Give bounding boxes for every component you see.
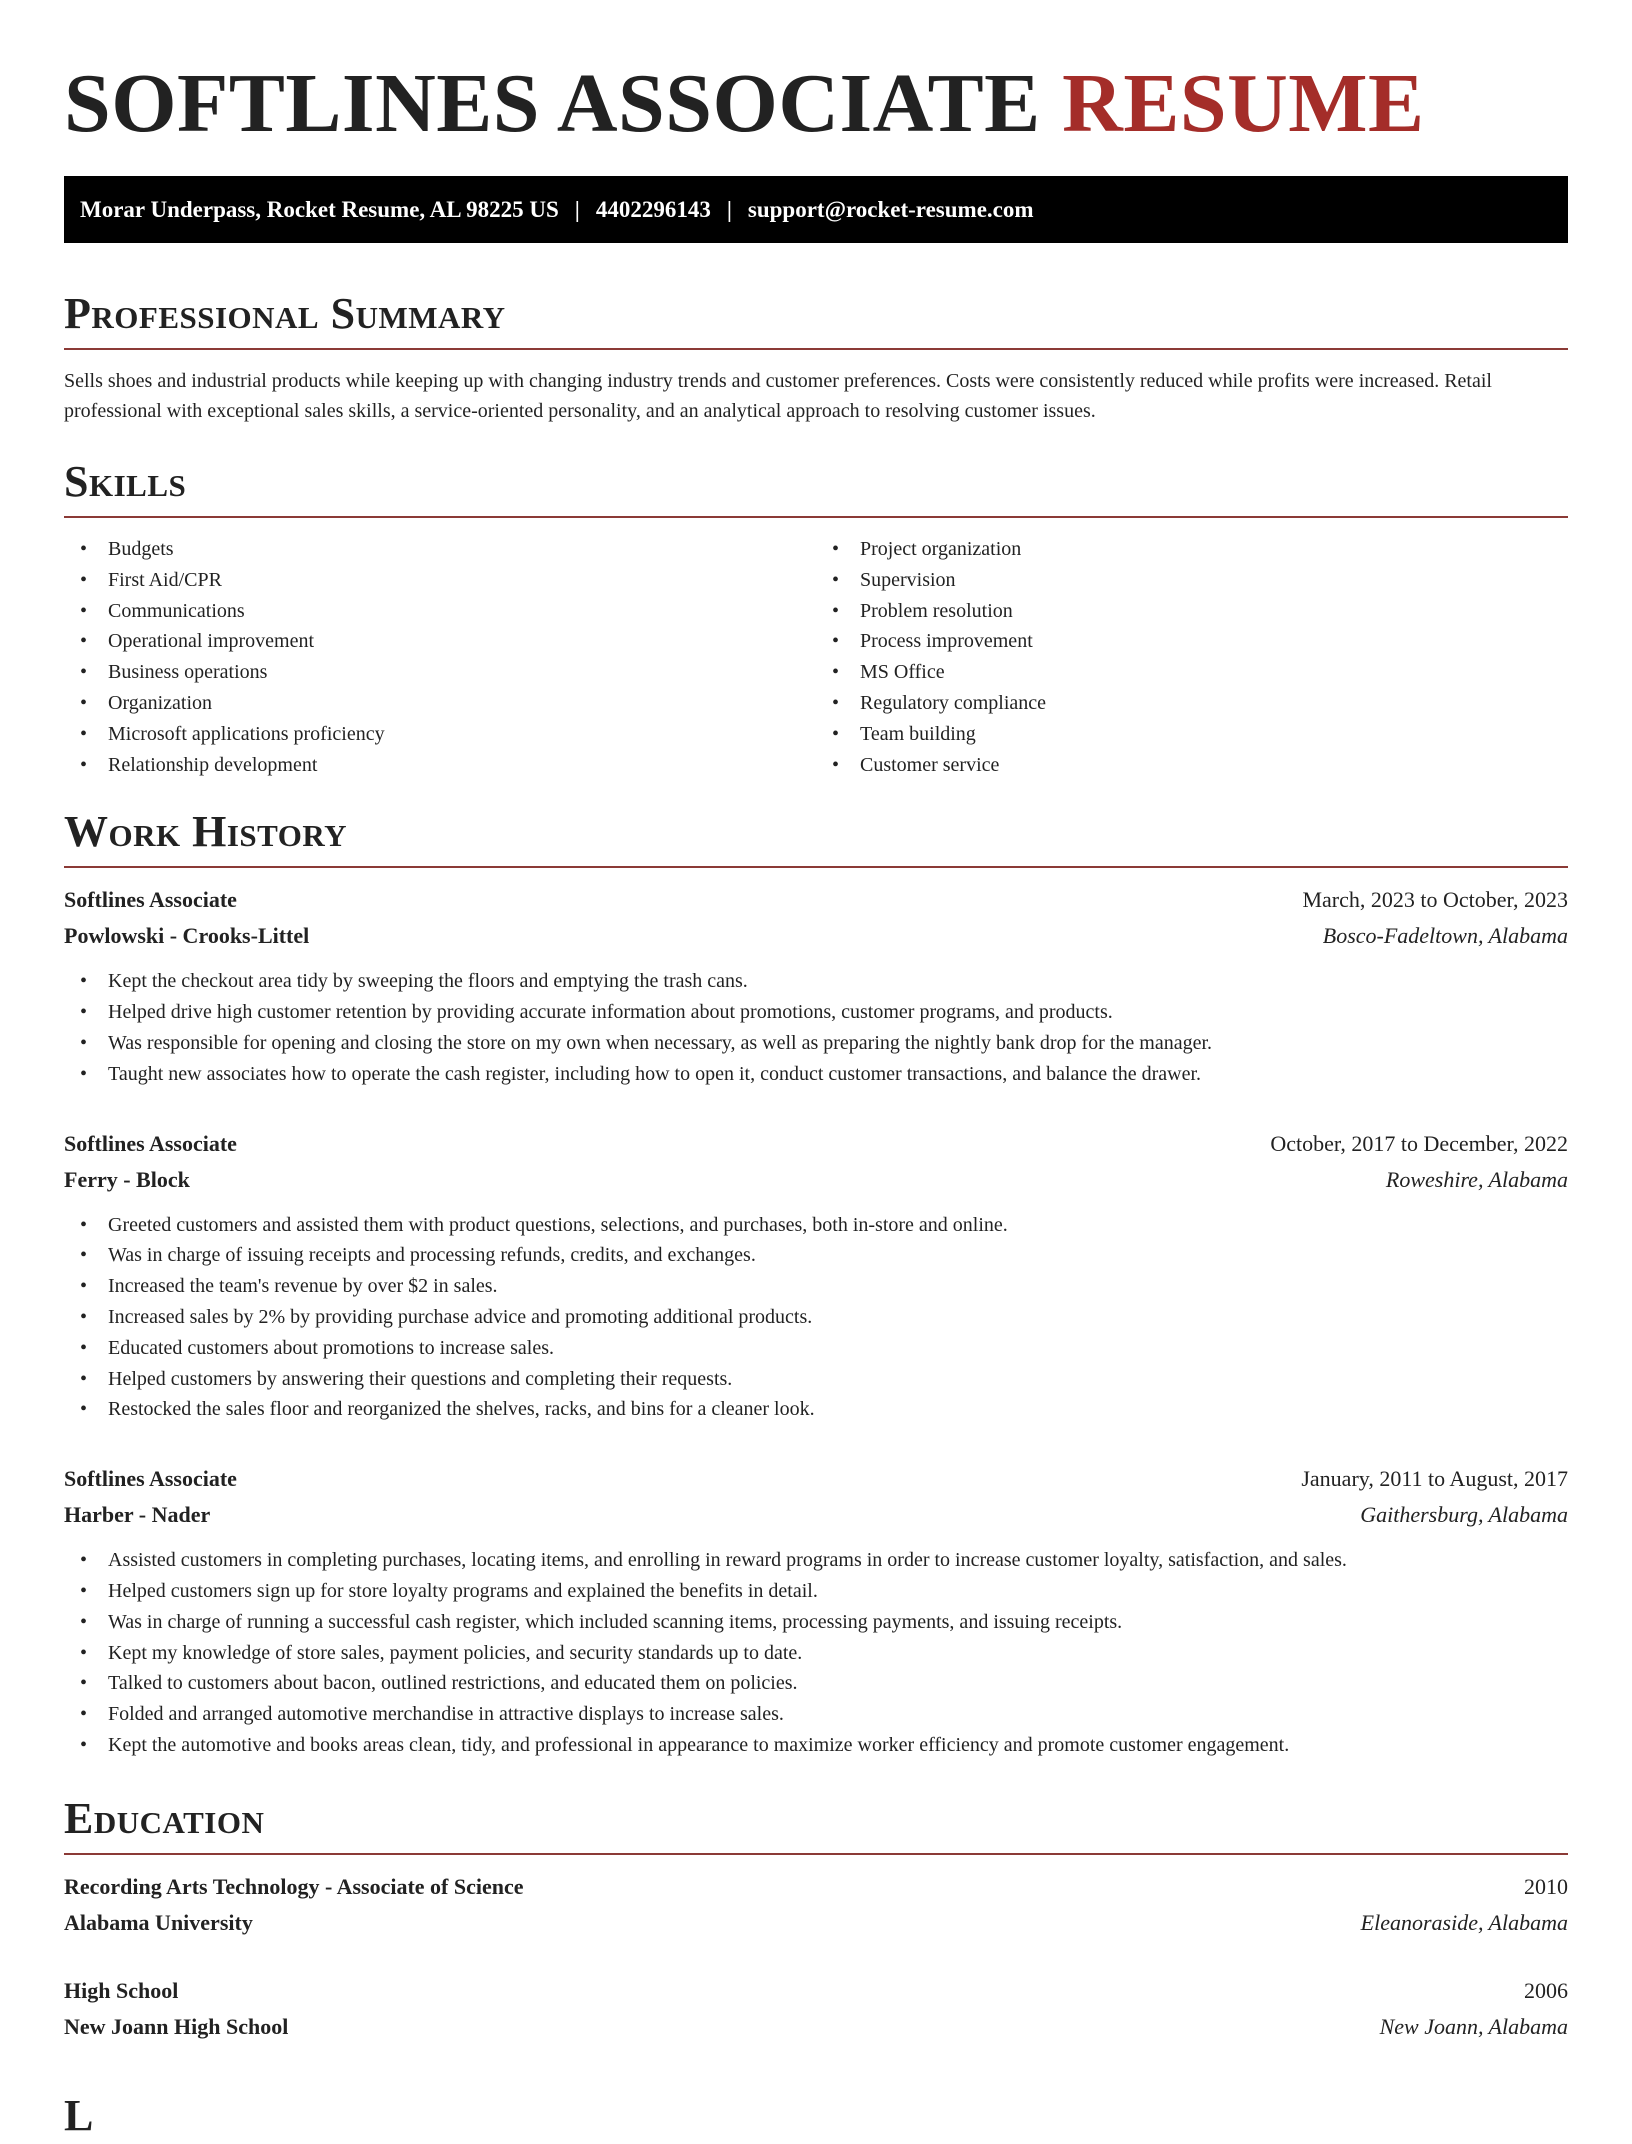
job-duty-item: • Kept the automotive and books areas clean, tidy, and professional in appearance to maximize worker efficiency and promote customer engagement. <box>64 1730 1568 1761</box>
job-duty-item: • Educated customers about promotions to increase sales. <box>64 1333 1568 1364</box>
title-block <box>64 0 1568 176</box>
skills-list-right <box>816 534 1568 780</box>
job-duty-item: • Helped customers by answering their questions and completing their requests. <box>64 1364 1568 1395</box>
job-duties-list <box>64 966 1568 1089</box>
contact-bar <box>64 176 1568 243</box>
job-duty-item: • Kept my knowledge of store sales, payment policies, and security standards up to date. <box>64 1638 1568 1669</box>
education-school-row <box>64 1905 1568 1941</box>
job-location: Gaithersburg, Alabama <box>1360 1502 1568 1528</box>
skill-item: • MS Office <box>816 657 1568 688</box>
job-header-row <box>64 882 1568 918</box>
job-duty-item: • Helped customers sign up for store loyalty programs and explained the benefits in detail. <box>64 1576 1568 1607</box>
skill-item: • Project organization <box>816 534 1568 565</box>
job-duty-item: • Taught new associates how to operate the cash register, including how to open it, conduct customer transactions, and balance the drawer. <box>64 1059 1568 1090</box>
job-duties-list <box>64 1210 1568 1426</box>
job-duty-item: • Greeted customers and assisted them with product questions, selections, and purchases, both in-store and online. <box>64 1210 1568 1241</box>
job-dates: March, 2023 to October, 2023 <box>1302 887 1568 913</box>
job-list <box>64 882 1568 1760</box>
job-duty-item: • Kept the checkout area tidy by sweeping the floors and emptying the trash cans. <box>64 966 1568 997</box>
education-location: New Joann, Alabama <box>1379 2013 1568 2039</box>
resume-title <box>64 56 1568 152</box>
job-company-row <box>64 1497 1568 1533</box>
job-duty-item: • Assisted customers in completing purchases, locating items, and enrolling in reward programs in order to increase customer loyalty, satisfaction, and sales. <box>64 1545 1568 1576</box>
education-heading: Education <box>64 1791 1568 1855</box>
education-degree-row <box>64 1973 1568 2009</box>
job-company-row <box>64 1162 1568 1198</box>
job-dates: January, 2011 to August, 2017 <box>1301 1466 1568 1492</box>
skill-item: • Customer service <box>816 750 1568 781</box>
title-accent: RESUME <box>1062 57 1425 150</box>
skill-item: • Problem resolution <box>816 596 1568 627</box>
job-duty-item: • Was in charge of running a successful cash register, which included scanning items, processing payments, and issuing receipts. <box>64 1607 1568 1638</box>
job-entry <box>64 882 1568 1089</box>
skill-item: • Communications <box>64 596 816 627</box>
skills-section <box>64 454 1568 780</box>
next-section-heading-fragment: L <box>64 2091 94 2140</box>
education-school-row <box>64 2009 1568 2045</box>
education-year: 2010 <box>1524 1873 1568 1899</box>
job-entry <box>64 1126 1568 1426</box>
education-year: 2006 <box>1524 1977 1568 2003</box>
job-duty-item: • Was responsible for opening and closing the store on my own when necessary, as well as preparing the nightly bank drop for the manager. <box>64 1028 1568 1059</box>
contact-phone: 4402296143 <box>595 196 711 222</box>
contact-address: Morar Underpass, Rocket Resume, AL 98225 US <box>80 196 559 222</box>
title-main: SOFTLINES ASSOCIATE <box>64 57 1041 150</box>
job-title: Softlines Associate <box>64 887 237 913</box>
skill-item: • Operational improvement <box>64 626 816 657</box>
work-history-section <box>64 804 1568 1760</box>
job-duties-list <box>64 1545 1568 1761</box>
contact-email: support@rocket-resume.com <box>747 196 1034 222</box>
education-location: Eleanoraside, Alabama <box>1360 1909 1568 1935</box>
job-dates: October, 2017 to December, 2022 <box>1270 1130 1568 1156</box>
skill-item: • Supervision <box>816 565 1568 596</box>
job-duty-item: • Helped drive high customer retention by providing accurate information about promotions, customer programs, and products. <box>64 997 1568 1028</box>
skill-item: • Relationship development <box>64 750 816 781</box>
summary-heading: Professional Summary <box>64 286 1568 350</box>
job-duty-item: • Restocked the sales floor and reorganized the shelves, racks, and bins for a cleaner look. <box>64 1394 1568 1425</box>
contact-separator: | <box>726 196 732 222</box>
education-list <box>64 1869 1568 2045</box>
contact-separator: | <box>574 196 580 222</box>
skill-item: • Budgets <box>64 534 816 565</box>
education-entry <box>64 1869 1568 1941</box>
job-company-row <box>64 918 1568 954</box>
job-location: Roweshire, Alabama <box>1385 1166 1568 1192</box>
job-title: Softlines Associate <box>64 1130 237 1156</box>
job-duty-item: • Increased the team's revenue by over $2 in sales. <box>64 1271 1568 1302</box>
education-school: New Joann High School <box>64 2013 289 2039</box>
summary-section <box>64 286 1568 426</box>
job-duty-item: • Was in charge of issuing receipts and processing refunds, credits, and exchanges. <box>64 1240 1568 1271</box>
skills-list-left <box>64 534 816 780</box>
education-degree: Recording Arts Technology - Associate of Science <box>64 1873 524 1899</box>
education-school: Alabama University <box>64 1909 253 1935</box>
skills-heading: Skills <box>64 454 1568 518</box>
skill-item: • Team building <box>816 719 1568 750</box>
job-entry <box>64 1461 1568 1761</box>
job-company: Powlowski - Crooks-Littel <box>64 923 310 949</box>
job-title: Softlines Associate <box>64 1466 237 1492</box>
skills-columns <box>64 534 1568 780</box>
education-entry <box>64 1973 1568 2045</box>
skill-item: • Regulatory compliance <box>816 688 1568 719</box>
skill-item: • First Aid/CPR <box>64 565 816 596</box>
job-company: Ferry - Block <box>64 1166 190 1192</box>
skill-item: • Business operations <box>64 657 816 688</box>
education-degree: High School <box>64 1977 179 2003</box>
education-section <box>64 1791 1568 2045</box>
education-degree-row <box>64 1869 1568 1905</box>
summary-text: Sells shoes and industrial products while keeping up with changing industry trends and customer preferences. Costs were consistently reduced while profits were increased. Retail professional with exceptional sales skills, a service-oriented personality, and an analytical approach to resolving customer issues. <box>64 370 1492 422</box>
job-header-row <box>64 1126 1568 1162</box>
skill-item: • Microsoft applications proficiency <box>64 719 816 750</box>
job-duty-item: • Increased sales by 2% by providing purchase advice and promoting additional products. <box>64 1302 1568 1333</box>
job-header-row <box>64 1461 1568 1497</box>
job-company: Harber - Nader <box>64 1502 211 1528</box>
skill-item: • Organization <box>64 688 816 719</box>
work-history-heading: Work History <box>64 804 1568 868</box>
job-duty-item: • Talked to customers about bacon, outlined restrictions, and educated them on policies. <box>64 1668 1568 1699</box>
job-location: Bosco-Fadeltown, Alabama <box>1322 923 1568 949</box>
job-duty-item: • Folded and arranged automotive merchandise in attractive displays to increase sales. <box>64 1699 1568 1730</box>
skill-item: • Process improvement <box>816 626 1568 657</box>
